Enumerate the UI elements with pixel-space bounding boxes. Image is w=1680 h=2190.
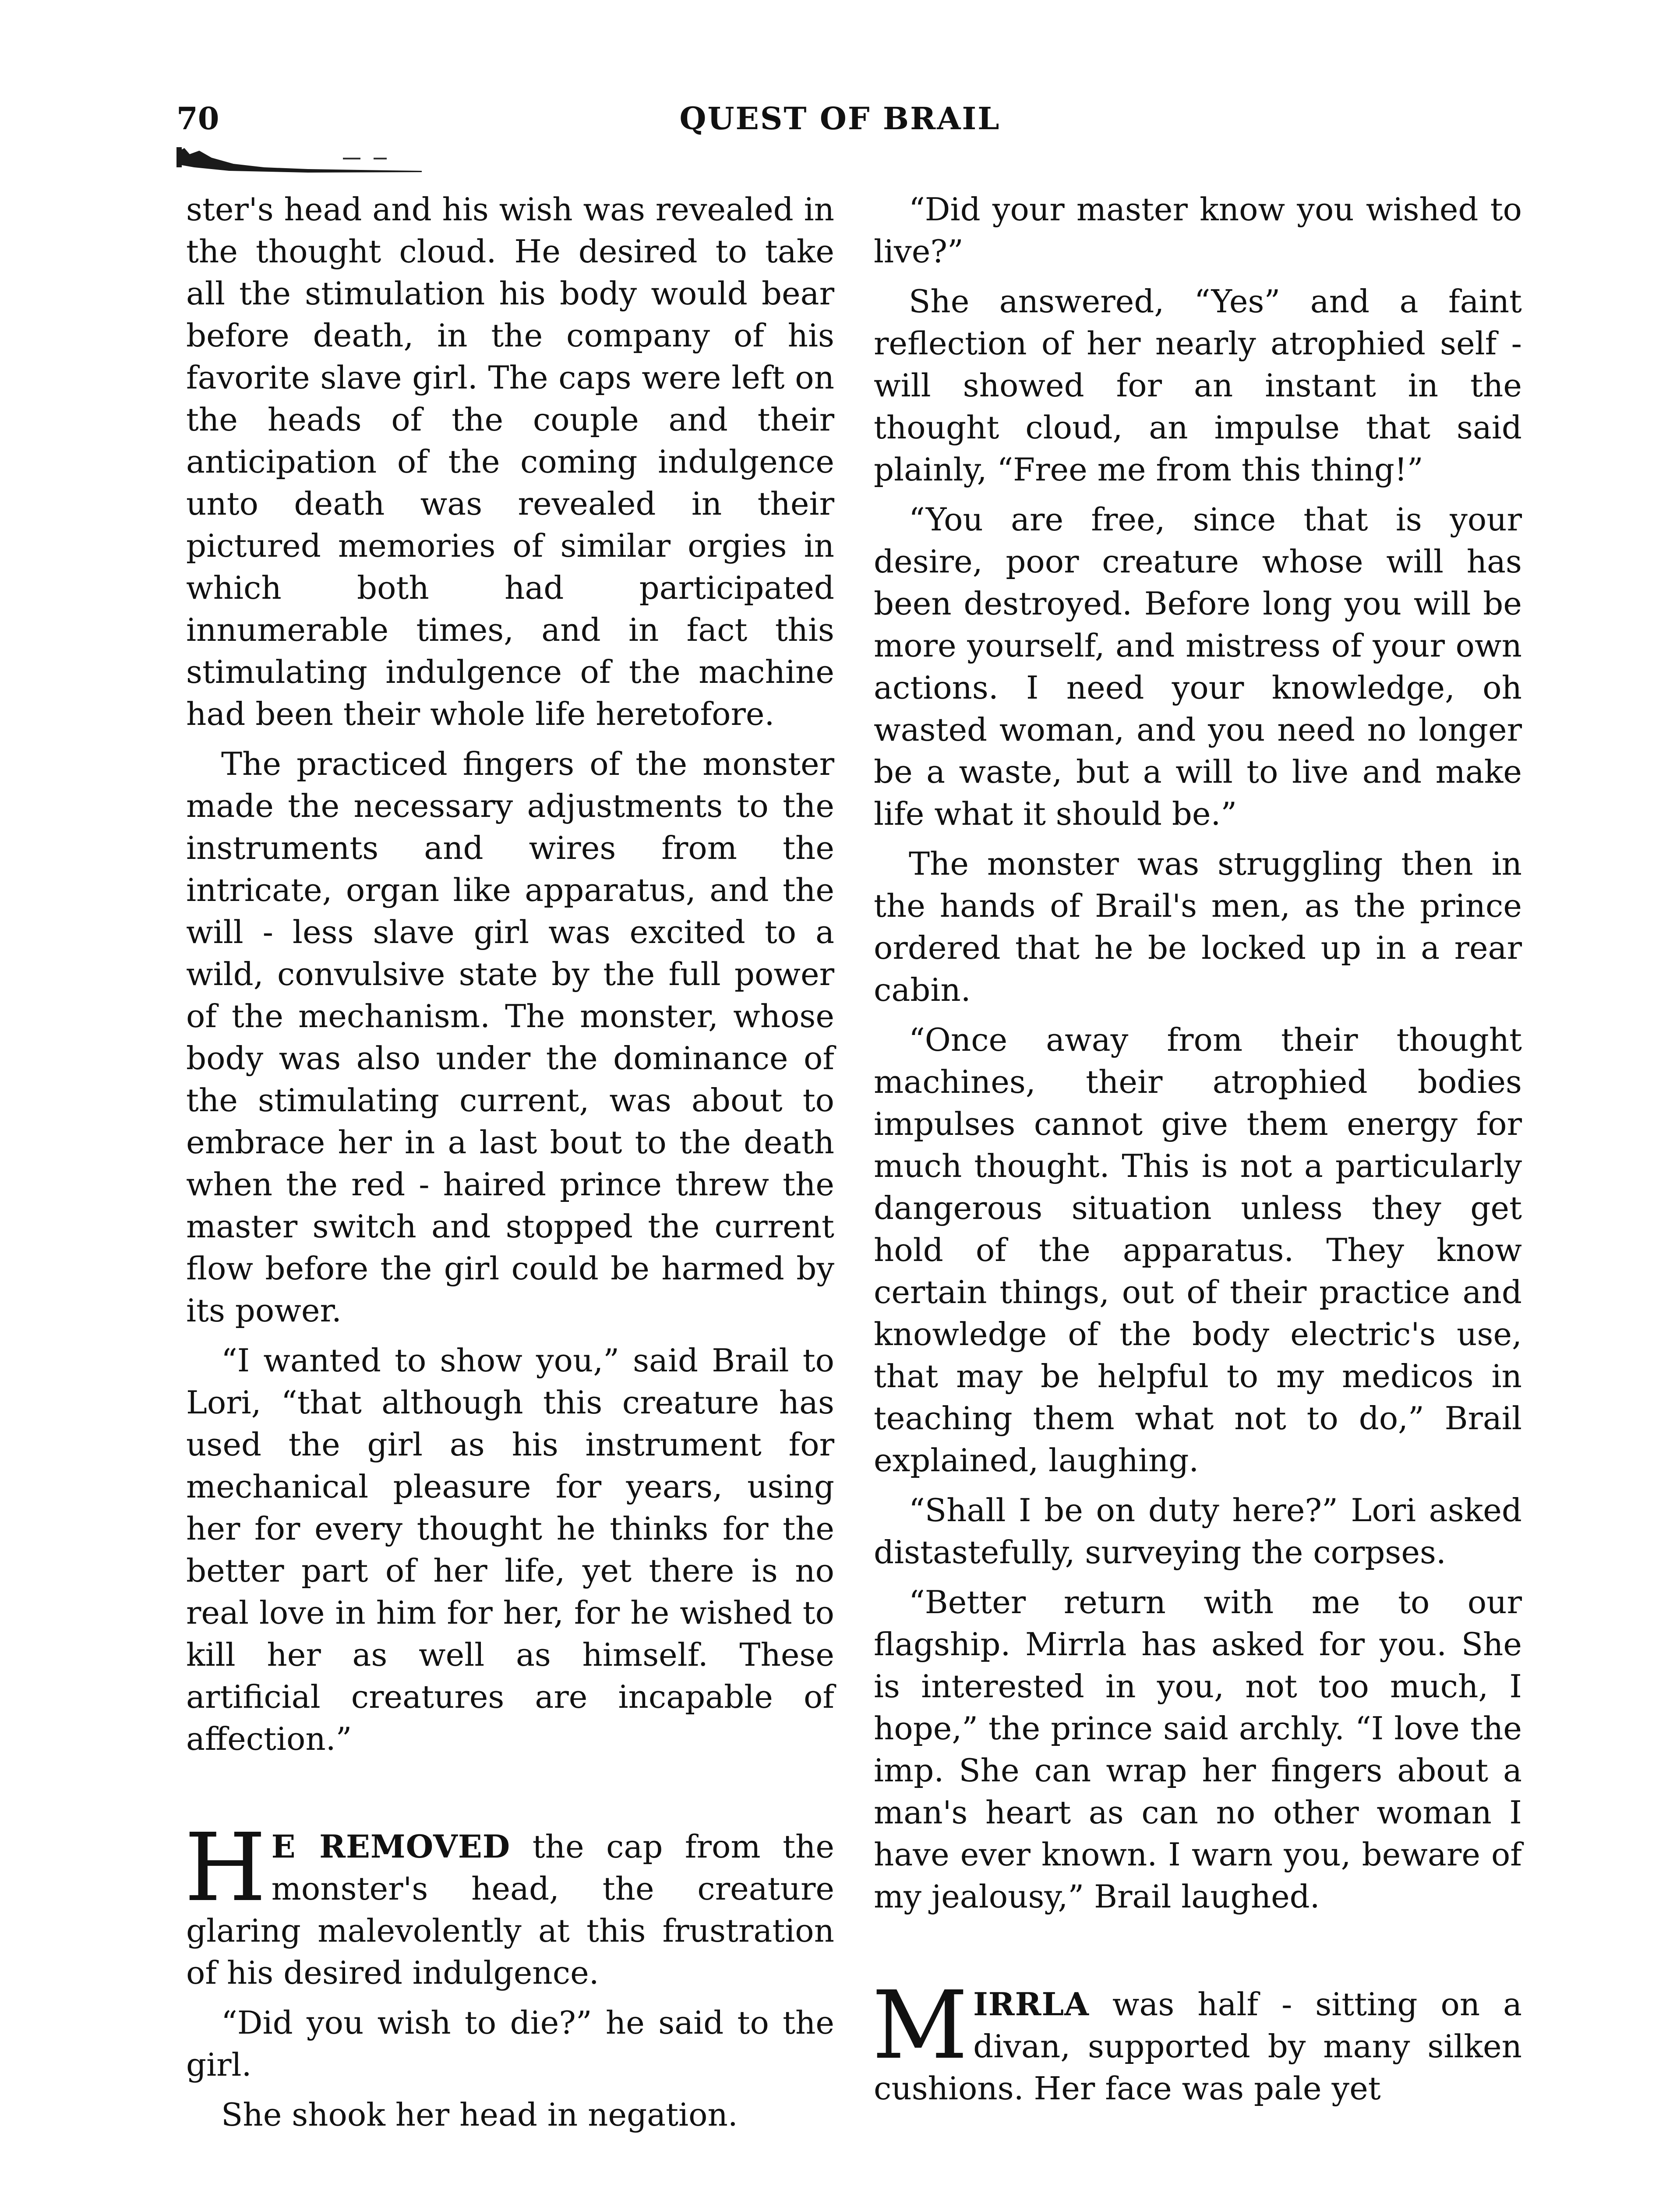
paragraph: ster's head and his wish was revealed in the thought cloud. He desired to take all the stimulation his body would bear before death, in the company of his favorite slave girl. The caps were left on the heads of the couple and their anticipation of the coming indulgence unto death was revealed in their pictured memories of similar orgies in which both had participated innumerable times, and in fact this stimulating indulgence of the machine had been their whole life heretofore. — [186, 191, 834, 732]
paragraph-text: the cap from the monster's head, the creature glaring malevolently at this frustration of his desired indulgence. — [186, 1828, 834, 1991]
paragraph: “Once away from their thought machines, their atrophied bodies impulses cannot give them energy for much thought. This is not a particularly dangerous situation unless they get hold of the apparatus. They know certain things, out of their practice and knowledge of the body electric's use, that may be helpful to my medicos in teaching them what not to do,” Brail explained, laughing. — [874, 1021, 1522, 1479]
paragraph: “Did you wish to die?” he said to the girl. — [186, 2004, 834, 2083]
page-number: 70 — [176, 100, 219, 137]
paragraph: The monster was struggling then in the hands of Brail's men, as the prince ordered that he be locked up in a rear cabin. — [874, 845, 1522, 1008]
right-column — [874, 188, 1522, 2117]
paragraph: “Did your master know you wished to live?” — [874, 191, 1522, 270]
paragraph-text: was half - sitting on a divan, supported by many silken cushions. Her face was pale yet — [874, 1986, 1522, 2107]
section-opening-paragraph — [184, 1813, 834, 1994]
section-opening-paragraph — [872, 1971, 1522, 2109]
running-title: QUEST OF BRAIL — [679, 100, 1001, 137]
drop-cap: H — [184, 1813, 266, 1922]
ink-smudge-mark — [176, 145, 444, 180]
left-column — [186, 188, 834, 2144]
paragraph: “Better return with me to our flagship. Mirrla has asked for you. She is interested in you, not too much, I hope,” the prince said archly. “I love the imp. She can wrap her fingers about a man's heart as can no other woman I have ever known. I warn you, beware of my jealousy,” Brail laughed. — [874, 1584, 1522, 1915]
paragraph: She answered, “Yes” and a faint reflection of her nearly atrophied self - will showed for an instant in the thought cloud, an impulse that said plainly, “Free me from this thing!” — [874, 283, 1522, 488]
lead-in: E REMOVED — [271, 1828, 511, 1865]
paragraph: She shook her head in negation. — [221, 2096, 738, 2133]
paragraph: “Shall I be on duty here?” Lori asked distastefully, surveying the corpses. — [874, 1492, 1522, 1571]
lead-in: IRRLA — [973, 1985, 1089, 2023]
paragraph: “I wanted to show you,” said Brail to Lori, “that although this creature has used the girl as his instrument for mechanical pleasure for years, using her for every thought he thinks for the better part of her life, yet there is no real love in him for her, for he wished to kill her as well as himself. These artificial creatures are incapable of affection.” — [186, 1342, 834, 1757]
paragraph: “You are free, since that is your desire, poor creature whose will has been destroyed. Before long you will be more yourself, and mistress of your own actions. I need your knowledge, oh wasted woman, and you need no longer be a waste, but a will to live and make life what it should be.” — [874, 501, 1522, 832]
drop-cap: M — [872, 1971, 968, 2080]
paragraph: The practiced fingers of the monster made the necessary adjustments to the instruments and wires from the intricate, organ like apparatus, and the will - less slave girl was excited to a wild, convulsive state by the full power of the mechanism. The monster, whose body was also under the dominance of the stimulating current, was about to embrace her in a last bout to the death when the red - haired prince threw the master switch and stopped the current flow before the girl could be harmed by its power. — [186, 745, 834, 1329]
